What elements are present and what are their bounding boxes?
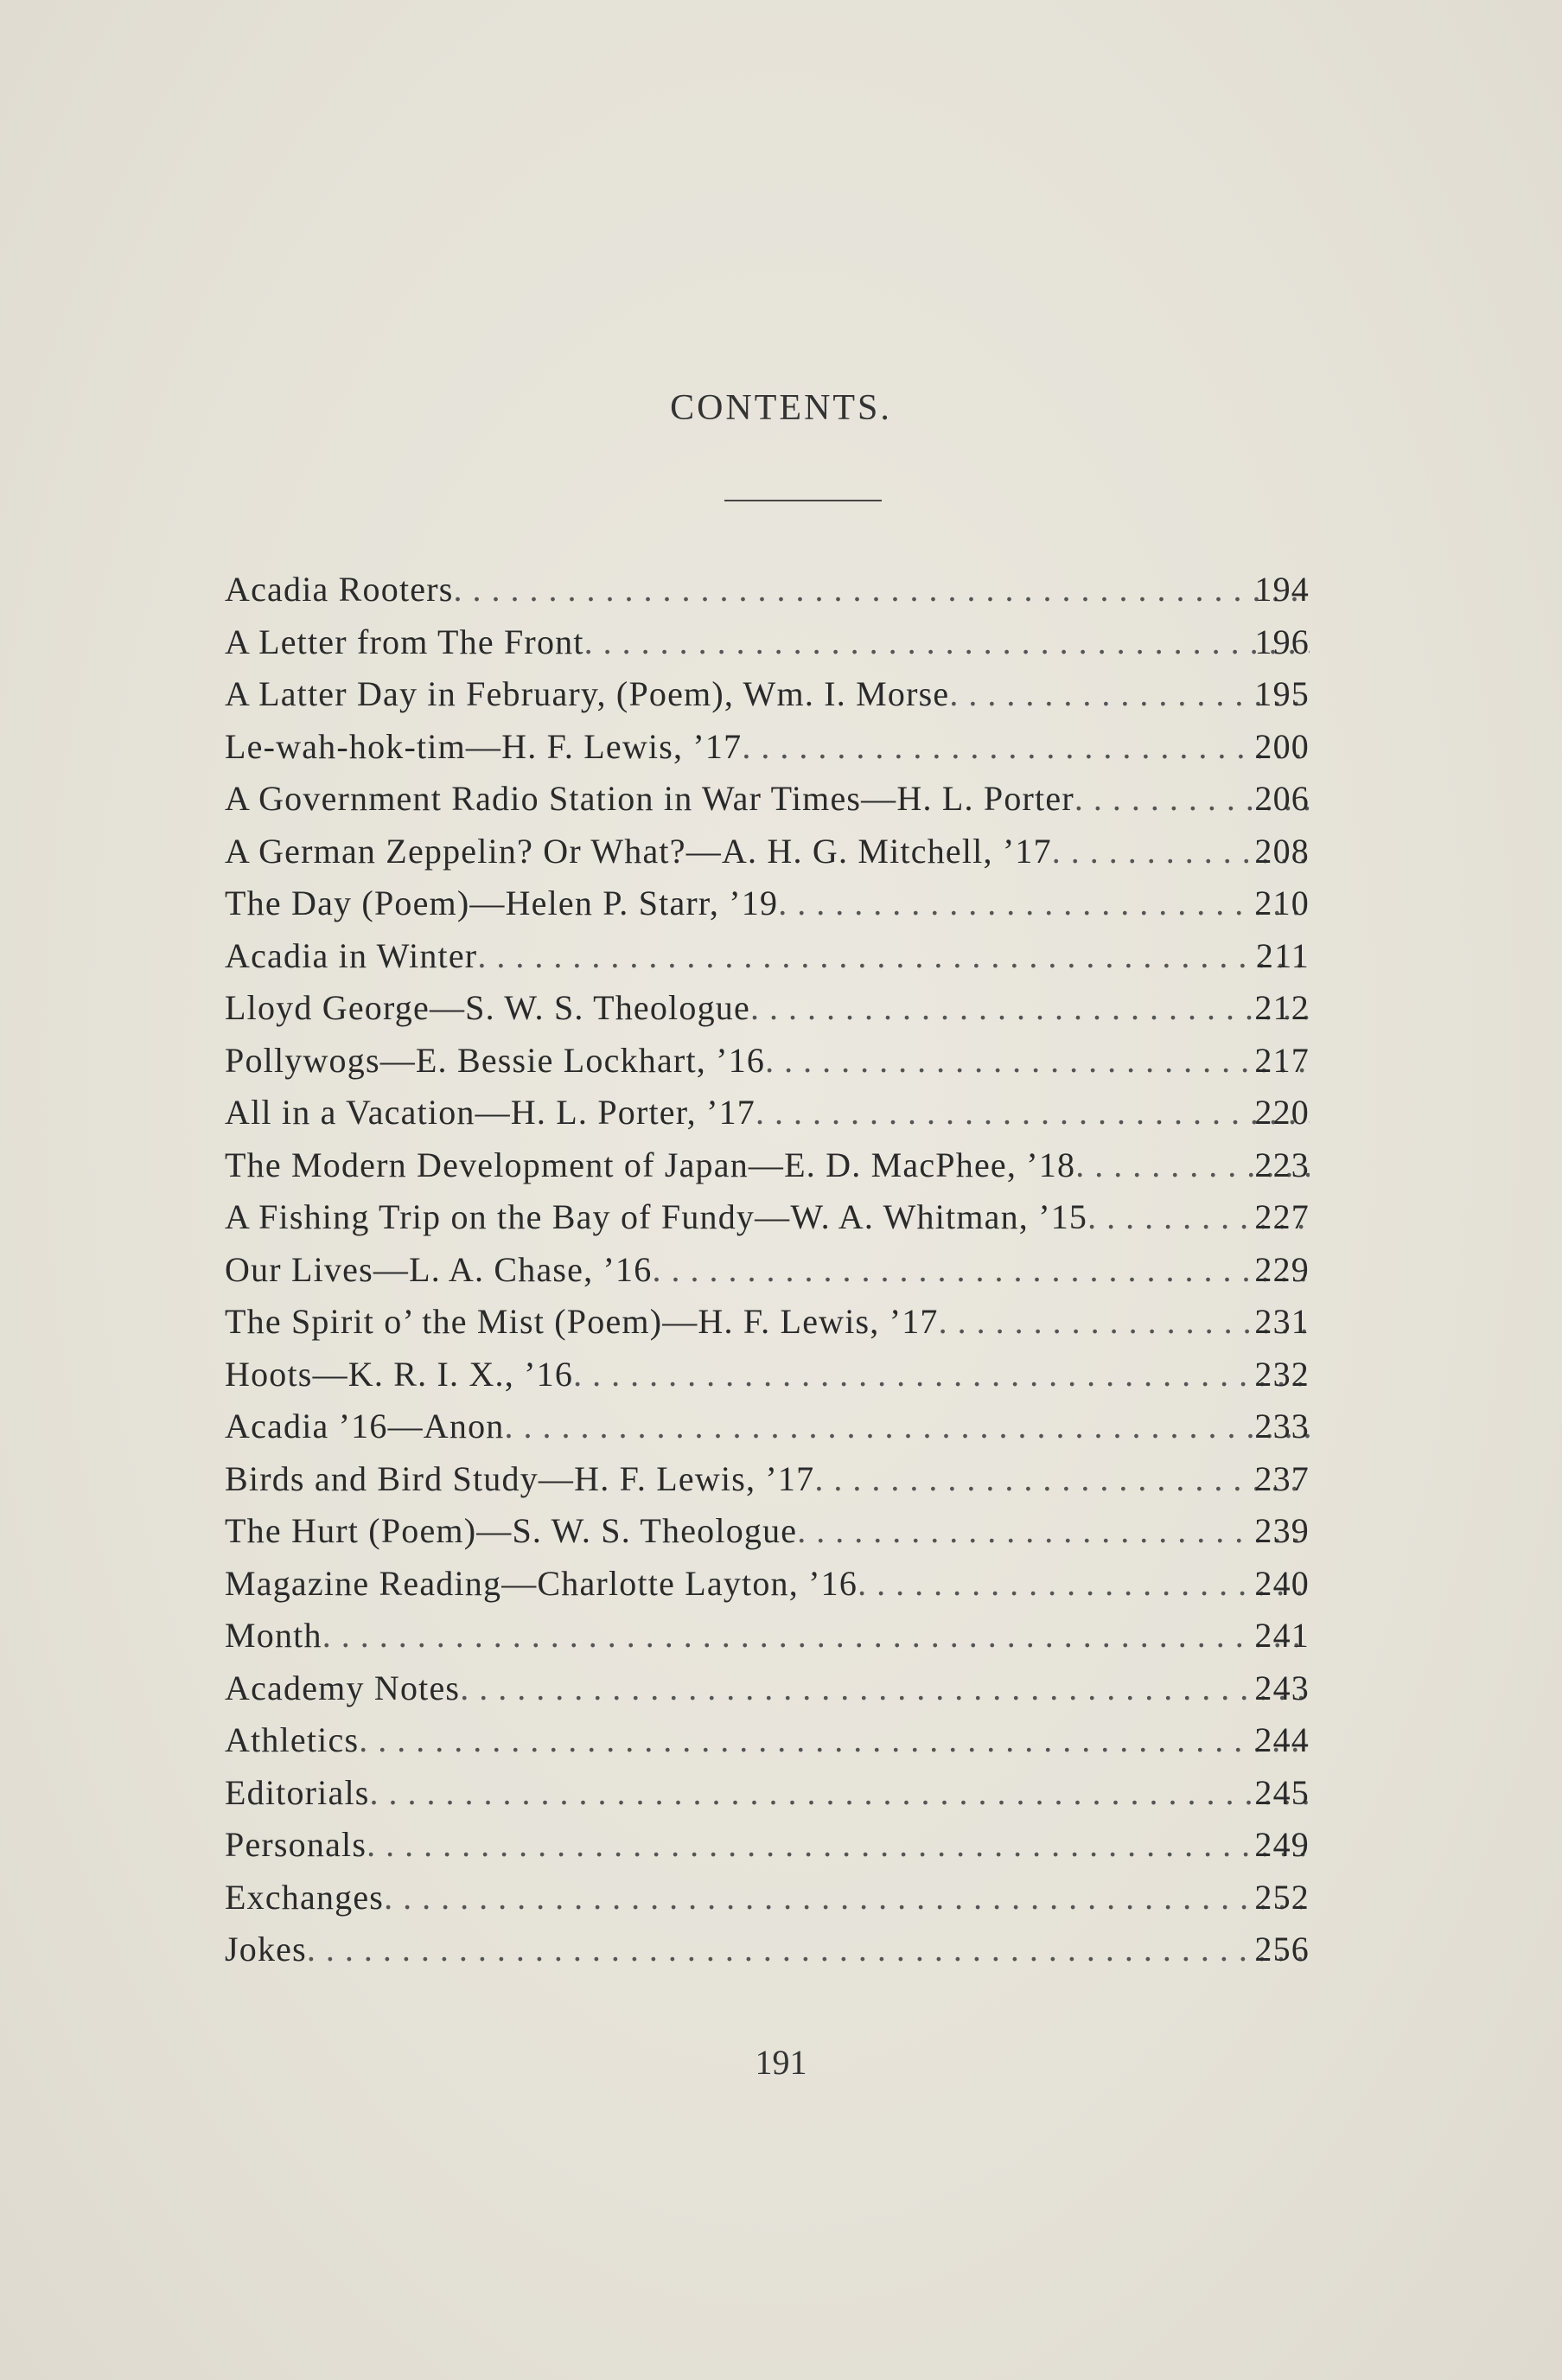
toc-entry-title: Editorials: [225, 1772, 370, 1812]
toc-entry-title: Birds and Bird Study—H. F. Lewis, ’17: [225, 1458, 815, 1498]
toc-entry: [225, 1087, 1310, 1139]
title-divider: [724, 500, 882, 501]
toc-entry: [225, 1453, 1310, 1506]
toc-entry-text: [225, 1872, 1310, 1924]
toc-entry-page: 237: [1254, 1458, 1310, 1498]
toc-entry-text: [225, 1401, 1310, 1453]
toc-entry-title: The Hurt (Poem)—S. W. S. Theologue: [225, 1511, 798, 1550]
toc-entry-text: [225, 1714, 1310, 1767]
toc-entry-text: [225, 721, 1310, 774]
toc-entry-title: The Spirit o’ the Mist (Poem)—H. F. Lewis, ’17: [225, 1302, 939, 1341]
toc-entry-page: 196: [1254, 622, 1310, 661]
toc-entry: [225, 564, 1310, 616]
toc-entry: [225, 1872, 1310, 1924]
toc-entry-title: Athletics: [225, 1720, 360, 1759]
toc-entry-text: [225, 877, 1310, 930]
toc-entry-title: The Day (Poem)—Helen P. Starr, ’19: [225, 884, 779, 922]
toc-entry-page: 194: [1254, 570, 1310, 609]
toc-entry: [225, 1924, 1310, 1976]
toc-entry-title: A Government Radio Station in War Times—H. L. Porter: [225, 779, 1074, 818]
toc-entry: [225, 1244, 1310, 1297]
toc-entry-title: Personals: [225, 1825, 367, 1864]
toc-entry-title: Pollywogs—E. Bessie Lockhart, ’16: [225, 1040, 766, 1080]
toc-entry: [225, 826, 1310, 878]
toc-entry-text: [225, 668, 1310, 721]
toc-entry-text: [225, 1139, 1310, 1192]
toc-entry-page: 211: [1255, 935, 1310, 975]
toc-entry-page: 217: [1254, 1040, 1310, 1080]
toc-entry-text: [225, 826, 1310, 878]
toc-entry-page: 212: [1254, 988, 1310, 1027]
toc-entry-page: 229: [1254, 1249, 1310, 1289]
toc-entry-title: Jokes: [225, 1930, 307, 1968]
toc-entry-page: 233: [1254, 1407, 1310, 1445]
toc-entry: [225, 1296, 1310, 1349]
toc-entry-page: 223: [1254, 1145, 1310, 1184]
toc-entry-title: Academy Notes: [225, 1668, 461, 1707]
toc-entry-page: 239: [1254, 1511, 1310, 1550]
toc-entry-title: Acadia ’16—Anon: [225, 1407, 505, 1445]
toc-entry: [225, 930, 1310, 983]
toc-entry: [225, 1505, 1310, 1558]
toc-entry-text: [225, 1191, 1310, 1244]
toc-entry-title: Month: [225, 1616, 322, 1655]
toc-entry-page: 232: [1254, 1354, 1310, 1394]
toc-entry: [225, 1401, 1310, 1453]
toc-entry-text: [225, 616, 1310, 669]
page-number: 191: [755, 2043, 807, 2082]
toc-entry-text: [225, 1662, 1310, 1715]
toc-entry-page: 243: [1254, 1668, 1310, 1707]
toc-entry-text: [225, 1244, 1310, 1297]
toc-entry: [225, 1191, 1310, 1244]
toc-entry-title: Our Lives—L. A. Chase, ’16: [225, 1249, 653, 1289]
toc-entry-title: A Latter Day in February, (Poem), Wm. I. Morse: [225, 674, 950, 713]
toc-entry: [225, 721, 1310, 774]
toc-entry-page: 244: [1254, 1720, 1310, 1759]
toc-entry-text: [225, 1035, 1310, 1088]
toc-entry: [225, 1662, 1310, 1715]
toc-entry-text: [225, 1767, 1310, 1820]
toc-entry-title: Hoots—K. R. I. X., ’16: [225, 1354, 574, 1394]
toc-entry: [225, 1819, 1310, 1872]
toc-entry-title: Acadia in Winter: [225, 935, 478, 975]
toc-entry: [225, 1349, 1310, 1401]
toc-entry: [225, 1139, 1310, 1192]
toc-entry-title: A German Zeppelin? Or What?—A. H. G. Mitchell, ’17: [225, 831, 1052, 871]
toc-entry-text: [225, 1819, 1310, 1872]
toc-entry: [225, 1558, 1310, 1611]
toc-entry-title: A Letter from The Front: [225, 622, 584, 661]
table-of-contents: [225, 564, 1310, 1976]
toc-entry-page: 249: [1254, 1825, 1310, 1864]
toc-entry: [225, 1767, 1310, 1820]
toc-entry: [225, 982, 1310, 1035]
toc-entry: [225, 1610, 1310, 1662]
toc-entry-text: [225, 1558, 1310, 1611]
toc-entry: [225, 773, 1310, 826]
toc-entry-text: [225, 1924, 1310, 1976]
toc-entry-text: [225, 1505, 1310, 1558]
toc-entry-page: 195: [1254, 674, 1310, 713]
toc-entry-text: [225, 1087, 1310, 1139]
toc-entry-page: 241: [1254, 1616, 1310, 1655]
toc-entry-page: 208: [1254, 831, 1310, 871]
toc-entry-page: 200: [1254, 726, 1310, 766]
toc-entry-title: Le-wah-hok-tim—H. F. Lewis, ’17: [225, 726, 743, 766]
toc-entry-text: [225, 1296, 1310, 1349]
toc-entry-title: Lloyd George—S. W. S. Theologue: [225, 988, 750, 1027]
toc-entry-text: [225, 773, 1310, 826]
toc-entry: [225, 668, 1310, 721]
toc-entry-page: 252: [1254, 1877, 1310, 1917]
toc-entry-text: [225, 1349, 1310, 1401]
toc-entry: [225, 616, 1310, 669]
toc-entry: [225, 1714, 1310, 1767]
page-title: CONTENTS.: [670, 388, 892, 428]
toc-entry-page: 240: [1254, 1563, 1310, 1603]
toc-entry-text: [225, 930, 1310, 983]
toc-entry-title: The Modern Development of Japan—E. D. MacPhee, ’18: [225, 1145, 1076, 1184]
toc-entry-page: 256: [1254, 1930, 1310, 1968]
toc-entry-page: 220: [1254, 1093, 1310, 1132]
toc-entry-title: A Fishing Trip on the Bay of Fundy—W. A. Whitman, ’15: [225, 1197, 1088, 1236]
toc-entry-text: [225, 1610, 1310, 1662]
toc-entry-title: Acadia Rooters: [225, 570, 454, 609]
toc-entry-page: 227: [1254, 1197, 1310, 1236]
toc-entry-title: Magazine Reading—Charlotte Layton, ’16: [225, 1563, 858, 1603]
toc-entry-page: 206: [1254, 779, 1310, 818]
toc-entry-text: [225, 1453, 1310, 1506]
toc-entry-text: [225, 982, 1310, 1035]
toc-entry-text: [225, 564, 1310, 616]
toc-entry-page: 245: [1254, 1772, 1310, 1812]
toc-entry-title: All in a Vacation—H. L. Porter, ’17: [225, 1093, 755, 1132]
toc-entry-page: 210: [1254, 884, 1310, 922]
toc-entry: [225, 877, 1310, 930]
toc-entry: [225, 1035, 1310, 1088]
toc-entry-title: Exchanges: [225, 1877, 385, 1917]
toc-entry-page: 231: [1254, 1302, 1310, 1341]
